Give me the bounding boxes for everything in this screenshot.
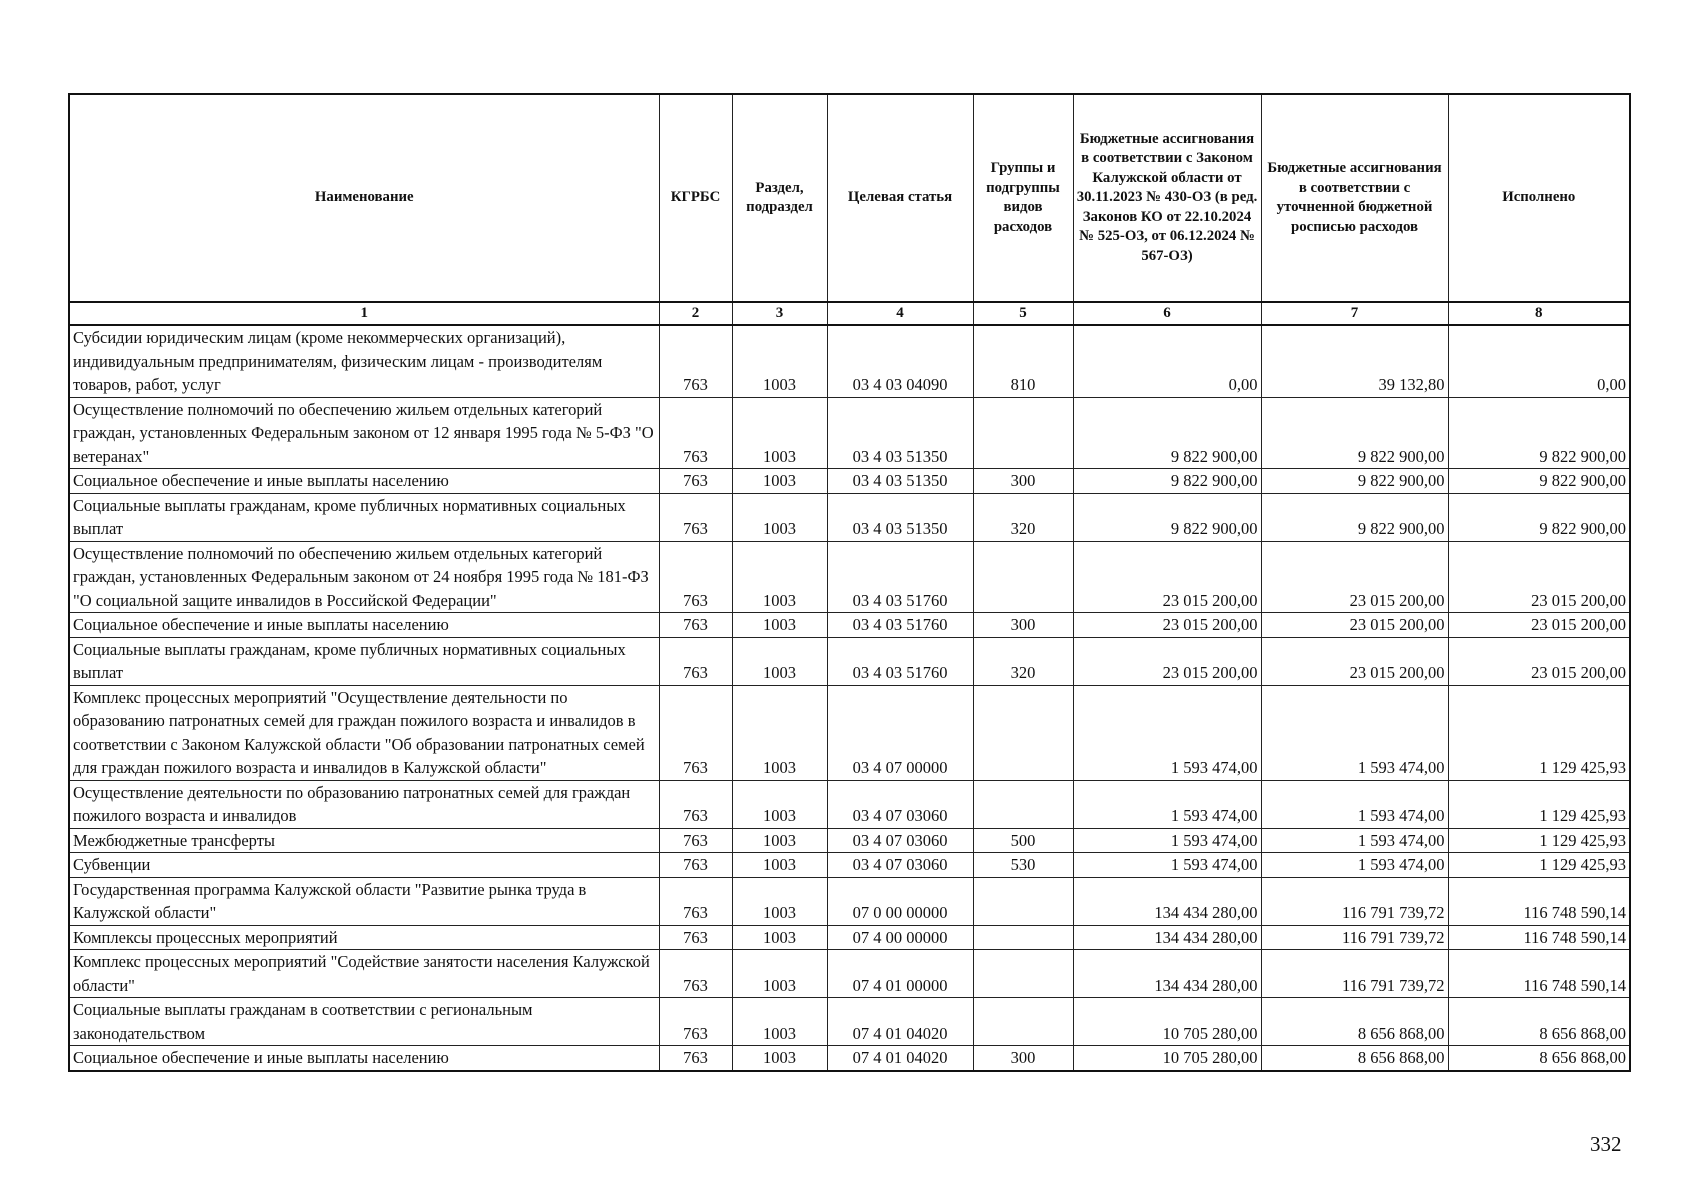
- header-expense-groups: Группы и подгруппы видов расходов: [973, 94, 1073, 302]
- cell-budget-refined: 1 593 474,00: [1261, 828, 1448, 853]
- cell-executed: 116 748 590,14: [1448, 877, 1630, 925]
- cell-budget-law: 134 434 280,00: [1073, 925, 1261, 950]
- cell-section: 1003: [732, 780, 827, 828]
- cell-budget-refined: 1 593 474,00: [1261, 685, 1448, 780]
- cell-expense-group: [973, 877, 1073, 925]
- cell-section: 1003: [732, 925, 827, 950]
- column-number: 5: [973, 302, 1073, 325]
- cell-budget-refined: 8 656 868,00: [1261, 1046, 1448, 1071]
- cell-budget-refined: 9 822 900,00: [1261, 493, 1448, 541]
- cell-name: Комплекс процессных мероприятий "Осуществление деятельности по образованию патронатных семей для граждан пожилого возраста и инвалидов в соответствии с Законом Калужской области "Об образовании патронатных семей для граждан пожилого возраста и инвалидов в Калужской области": [69, 685, 659, 780]
- cell-executed: 1 129 425,93: [1448, 685, 1630, 780]
- cell-budget-law: 1 593 474,00: [1073, 828, 1261, 853]
- cell-budget-law: 23 015 200,00: [1073, 613, 1261, 638]
- cell-target-article: 07 4 01 04020: [827, 998, 973, 1046]
- column-number: 8: [1448, 302, 1630, 325]
- cell-target-article: 03 4 03 04090: [827, 325, 973, 397]
- cell-kgrbs: 763: [659, 397, 732, 469]
- table-row: [69, 998, 1630, 1046]
- cell-section: 1003: [732, 950, 827, 998]
- cell-section: 1003: [732, 998, 827, 1046]
- cell-target-article: 03 4 07 03060: [827, 780, 973, 828]
- cell-budget-law: 1 593 474,00: [1073, 853, 1261, 878]
- cell-name: Социальные выплаты гражданам, кроме публичных нормативных социальных выплат: [69, 637, 659, 685]
- cell-budget-refined: 23 015 200,00: [1261, 541, 1448, 613]
- column-number: 3: [732, 302, 827, 325]
- header-kgrbs: КГРБС: [659, 94, 732, 302]
- cell-target-article: 03 4 03 51350: [827, 469, 973, 494]
- cell-name: Осуществление полномочий по обеспечению жильем отдельных категорий граждан, установленных Федеральным законом от 24 ноября 1995 года № 181-ФЗ "О социальной защите инвалидов в Российской Федерации": [69, 541, 659, 613]
- table-row: [69, 541, 1630, 613]
- cell-expense-group: 530: [973, 853, 1073, 878]
- table-row: [69, 925, 1630, 950]
- cell-target-article: 03 4 07 03060: [827, 828, 973, 853]
- cell-budget-refined: 116 791 739,72: [1261, 877, 1448, 925]
- cell-executed: 9 822 900,00: [1448, 469, 1630, 494]
- cell-kgrbs: 763: [659, 828, 732, 853]
- table-row: [69, 853, 1630, 878]
- cell-budget-law: 0,00: [1073, 325, 1261, 397]
- table-row: [69, 325, 1630, 397]
- cell-target-article: 03 4 03 51760: [827, 637, 973, 685]
- column-number-row: [69, 302, 1630, 325]
- table-body: [69, 325, 1630, 1071]
- cell-budget-refined: 116 791 739,72: [1261, 925, 1448, 950]
- cell-kgrbs: 763: [659, 877, 732, 925]
- cell-target-article: 03 4 03 51760: [827, 613, 973, 638]
- cell-expense-group: [973, 950, 1073, 998]
- cell-name: Социальное обеспечение и иные выплаты населению: [69, 613, 659, 638]
- column-number: 2: [659, 302, 732, 325]
- cell-expense-group: 300: [973, 469, 1073, 494]
- header-target-article: Целевая статья: [827, 94, 973, 302]
- table-row: [69, 469, 1630, 494]
- column-number: 4: [827, 302, 973, 325]
- cell-kgrbs: 763: [659, 780, 732, 828]
- cell-budget-law: 23 015 200,00: [1073, 637, 1261, 685]
- cell-budget-refined: 116 791 739,72: [1261, 950, 1448, 998]
- cell-kgrbs: 763: [659, 637, 732, 685]
- cell-kgrbs: 763: [659, 1046, 732, 1071]
- page-number: 332: [1590, 1132, 1622, 1156]
- header-section: Раздел, подраздел: [732, 94, 827, 302]
- header-executed: Исполнено: [1448, 94, 1630, 302]
- cell-section: 1003: [732, 325, 827, 397]
- cell-budget-law: 134 434 280,00: [1073, 950, 1261, 998]
- cell-name: Государственная программа Калужской области "Развитие рынка труда в Калужской области": [69, 877, 659, 925]
- cell-target-article: 07 4 00 00000: [827, 925, 973, 950]
- cell-name: Осуществление деятельности по образованию патронатных семей для граждан пожилого возраста и инвалидов: [69, 780, 659, 828]
- cell-name: Субсидии юридическим лицам (кроме некоммерческих организаций), индивидуальным предпринимателям, физическим лицам - производителям товаров, работ, услуг: [69, 325, 659, 397]
- cell-kgrbs: 763: [659, 613, 732, 638]
- cell-expense-group: [973, 780, 1073, 828]
- cell-expense-group: [973, 397, 1073, 469]
- cell-budget-refined: 8 656 868,00: [1261, 998, 1448, 1046]
- cell-kgrbs: 763: [659, 493, 732, 541]
- table-row: [69, 950, 1630, 998]
- cell-section: 1003: [732, 493, 827, 541]
- cell-budget-law: 1 593 474,00: [1073, 780, 1261, 828]
- cell-section: 1003: [732, 685, 827, 780]
- cell-target-article: 07 4 01 00000: [827, 950, 973, 998]
- cell-executed: 9 822 900,00: [1448, 397, 1630, 469]
- header-budget-law: Бюджетные ассигнования в соответствии с Законом Калужской области от 30.11.2023 № 430-ОЗ (в ред. Законов КО от 22.10.2024 № 525-ОЗ, от 06.12.2024 № 567-ОЗ): [1073, 94, 1261, 302]
- cell-name: Межбюджетные трансферты: [69, 828, 659, 853]
- cell-target-article: 03 4 07 03060: [827, 853, 973, 878]
- cell-section: 1003: [732, 469, 827, 494]
- cell-executed: 0,00: [1448, 325, 1630, 397]
- cell-budget-refined: 39 132,80: [1261, 325, 1448, 397]
- cell-budget-refined: 1 593 474,00: [1261, 780, 1448, 828]
- table-row: [69, 828, 1630, 853]
- cell-kgrbs: 763: [659, 541, 732, 613]
- cell-executed: 116 748 590,14: [1448, 950, 1630, 998]
- cell-kgrbs: 763: [659, 685, 732, 780]
- cell-expense-group: [973, 685, 1073, 780]
- cell-budget-refined: 9 822 900,00: [1261, 469, 1448, 494]
- cell-budget-refined: 23 015 200,00: [1261, 613, 1448, 638]
- cell-expense-group: 320: [973, 637, 1073, 685]
- cell-budget-law: 23 015 200,00: [1073, 541, 1261, 613]
- cell-kgrbs: 763: [659, 853, 732, 878]
- cell-expense-group: [973, 925, 1073, 950]
- cell-section: 1003: [732, 541, 827, 613]
- cell-kgrbs: 763: [659, 469, 732, 494]
- cell-target-article: 03 4 03 51760: [827, 541, 973, 613]
- cell-executed: 23 015 200,00: [1448, 541, 1630, 613]
- cell-budget-law: 10 705 280,00: [1073, 998, 1261, 1046]
- cell-expense-group: 810: [973, 325, 1073, 397]
- cell-executed: 23 015 200,00: [1448, 637, 1630, 685]
- cell-executed: 23 015 200,00: [1448, 613, 1630, 638]
- header-budget-refined: Бюджетные ассигнования в соответствии с уточненной бюджетной росписью расходов: [1261, 94, 1448, 302]
- cell-section: 1003: [732, 637, 827, 685]
- cell-budget-refined: 1 593 474,00: [1261, 853, 1448, 878]
- cell-name: Осуществление полномочий по обеспечению жильем отдельных категорий граждан, установленных Федеральным законом от 12 января 1995 года № 5-ФЗ "О ветеранах": [69, 397, 659, 469]
- cell-section: 1003: [732, 877, 827, 925]
- cell-name: Социальное обеспечение и иные выплаты населению: [69, 1046, 659, 1071]
- cell-expense-group: [973, 541, 1073, 613]
- cell-section: 1003: [732, 613, 827, 638]
- table-row: [69, 493, 1630, 541]
- cell-budget-law: 9 822 900,00: [1073, 397, 1261, 469]
- cell-executed: 8 656 868,00: [1448, 998, 1630, 1046]
- cell-kgrbs: 763: [659, 950, 732, 998]
- cell-budget-refined: 23 015 200,00: [1261, 637, 1448, 685]
- cell-name: Комплексы процессных мероприятий: [69, 925, 659, 950]
- cell-name: Социальные выплаты гражданам, кроме публичных нормативных социальных выплат: [69, 493, 659, 541]
- table-row: [69, 637, 1630, 685]
- cell-expense-group: 320: [973, 493, 1073, 541]
- cell-budget-law: 10 705 280,00: [1073, 1046, 1261, 1071]
- cell-name: Социальное обеспечение и иные выплаты населению: [69, 469, 659, 494]
- cell-expense-group: 300: [973, 613, 1073, 638]
- cell-expense-group: [973, 998, 1073, 1046]
- cell-budget-law: 134 434 280,00: [1073, 877, 1261, 925]
- budget-table: [68, 93, 1631, 1072]
- cell-budget-law: 1 593 474,00: [1073, 685, 1261, 780]
- cell-expense-group: 500: [973, 828, 1073, 853]
- cell-target-article: 03 4 03 51350: [827, 397, 973, 469]
- cell-name: Субвенции: [69, 853, 659, 878]
- cell-target-article: 03 4 03 51350: [827, 493, 973, 541]
- cell-kgrbs: 763: [659, 925, 732, 950]
- cell-executed: 116 748 590,14: [1448, 925, 1630, 950]
- cell-executed: 1 129 425,93: [1448, 828, 1630, 853]
- header-row: [69, 94, 1630, 302]
- cell-target-article: 07 4 01 04020: [827, 1046, 973, 1071]
- cell-expense-group: 300: [973, 1046, 1073, 1071]
- cell-name: Комплекс процессных мероприятий "Содействие занятости населения Калужской области": [69, 950, 659, 998]
- cell-kgrbs: 763: [659, 325, 732, 397]
- table-row: [69, 685, 1630, 780]
- cell-executed: 9 822 900,00: [1448, 493, 1630, 541]
- cell-budget-law: 9 822 900,00: [1073, 469, 1261, 494]
- cell-section: 1003: [732, 853, 827, 878]
- table-row: [69, 1046, 1630, 1071]
- cell-section: 1003: [732, 1046, 827, 1071]
- cell-executed: 8 656 868,00: [1448, 1046, 1630, 1071]
- table-row: [69, 780, 1630, 828]
- cell-executed: 1 129 425,93: [1448, 780, 1630, 828]
- cell-section: 1003: [732, 397, 827, 469]
- cell-name: Социальные выплаты гражданам в соответствии с региональным законодательством: [69, 998, 659, 1046]
- column-number: 7: [1261, 302, 1448, 325]
- table-row: [69, 397, 1630, 469]
- cell-budget-refined: 9 822 900,00: [1261, 397, 1448, 469]
- table-row: [69, 613, 1630, 638]
- header-name: Наименование: [69, 94, 659, 302]
- cell-section: 1003: [732, 828, 827, 853]
- column-number: 6: [1073, 302, 1261, 325]
- cell-kgrbs: 763: [659, 998, 732, 1046]
- cell-target-article: 03 4 07 00000: [827, 685, 973, 780]
- cell-target-article: 07 0 00 00000: [827, 877, 973, 925]
- cell-budget-law: 9 822 900,00: [1073, 493, 1261, 541]
- cell-executed: 1 129 425,93: [1448, 853, 1630, 878]
- table-row: [69, 877, 1630, 925]
- column-number: 1: [69, 302, 659, 325]
